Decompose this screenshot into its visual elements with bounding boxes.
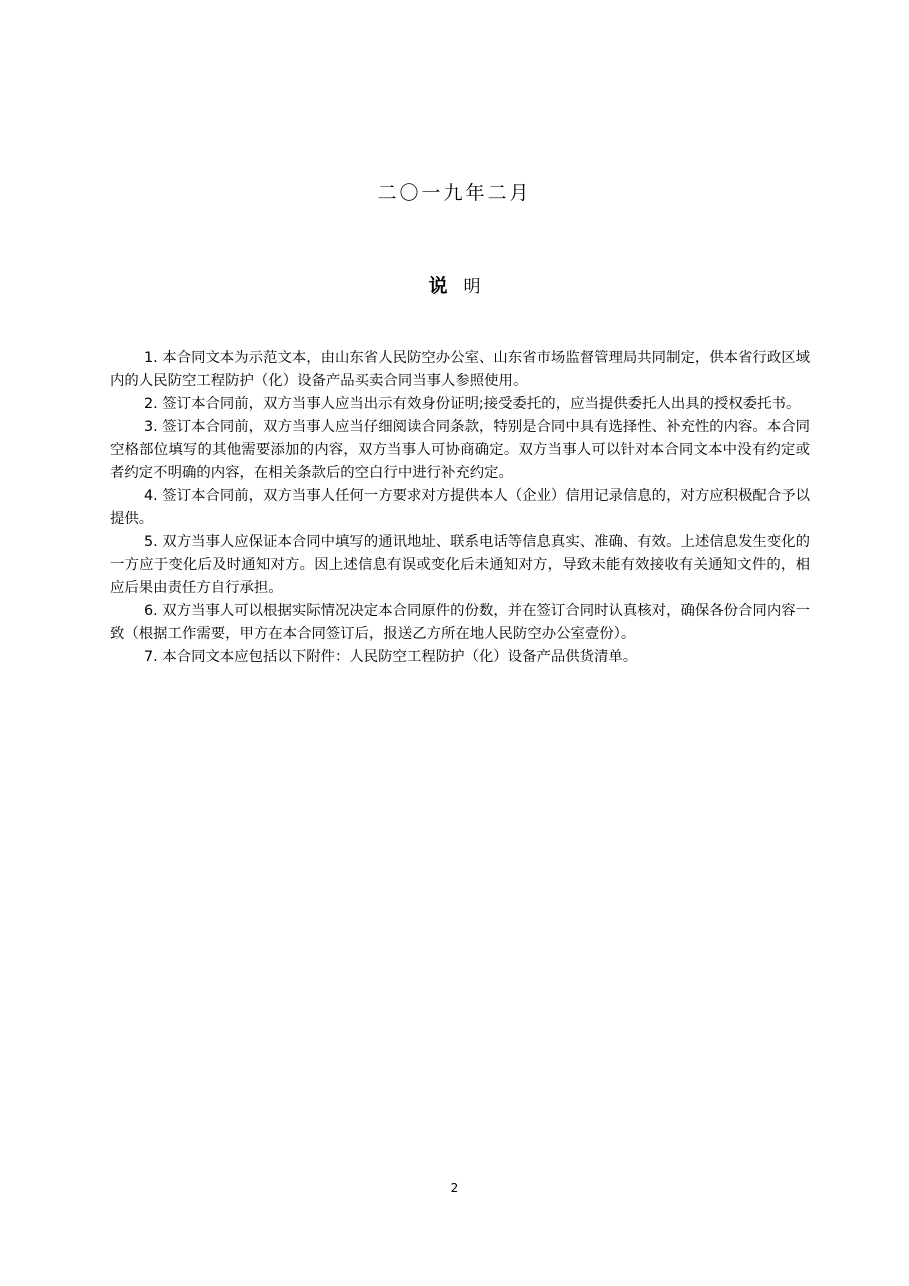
paragraph-5: 5. 双方当事人应保证本合同中填写的通讯地址、联系电话等信息真实、准确、有效。上述信息发生变化的一方应于变化后及时通知对方。因上述信息有误或变化后未通知对方，导致未能有效接收有关通知文件的，相应后果由责任方自行承担。 xyxy=(110,534,810,596)
paragraph-7: 7. 本合同文本应包括以下附件：人民防空工程防护（化）设备产品供货清单。 xyxy=(144,649,638,665)
section-title-part2: 明 xyxy=(463,277,481,297)
paragraph-1: 1. 本合同文本为示范文本，由山东省人民防空办公室、山东省市场监督管理局共同制定，供本省行政区域内的人民防空工程防护（化）设备产品买卖合同当事人参照使用。 xyxy=(110,350,810,389)
date-line: 二〇一九年二月 xyxy=(377,182,532,204)
paragraph-2: 2. 签订本合同前，双方当事人应当出示有效身份证明;接受委托的，应当提供委托人出具的授权委托书。 xyxy=(144,396,801,412)
paragraph-4: 4. 签订本合同前，双方当事人任何一方要求对方提供本人（企业）信用记录信息的，对方应积极配合予以提供。 xyxy=(110,488,810,527)
section-title-part1: 说 xyxy=(428,275,448,297)
page-number: 2 xyxy=(450,1181,459,1195)
section-title xyxy=(0,275,909,298)
paragraph-6: 6. 双方当事人可以根据实际情况决定本合同原件的份数，并在签订合同时认真核对，确保各份合同内容一致（根据工作需要，甲方在本合同签订后，报送乙方所在地人民防空办公室壹份）。 xyxy=(110,603,810,642)
instructions-body xyxy=(110,347,810,669)
paragraph-3: 3. 签订本合同前，双方当事人应当仔细阅读合同条款，特别是合同中具有选择性、补充性的内容。本合同空格部位填写的其他需要添加的内容，双方当事人可协商确定。双方当事人可以针对本合同文本中没有约定或者约定不明确的内容，在相关条款后的空白行中进行补充约定。 xyxy=(110,419,810,481)
